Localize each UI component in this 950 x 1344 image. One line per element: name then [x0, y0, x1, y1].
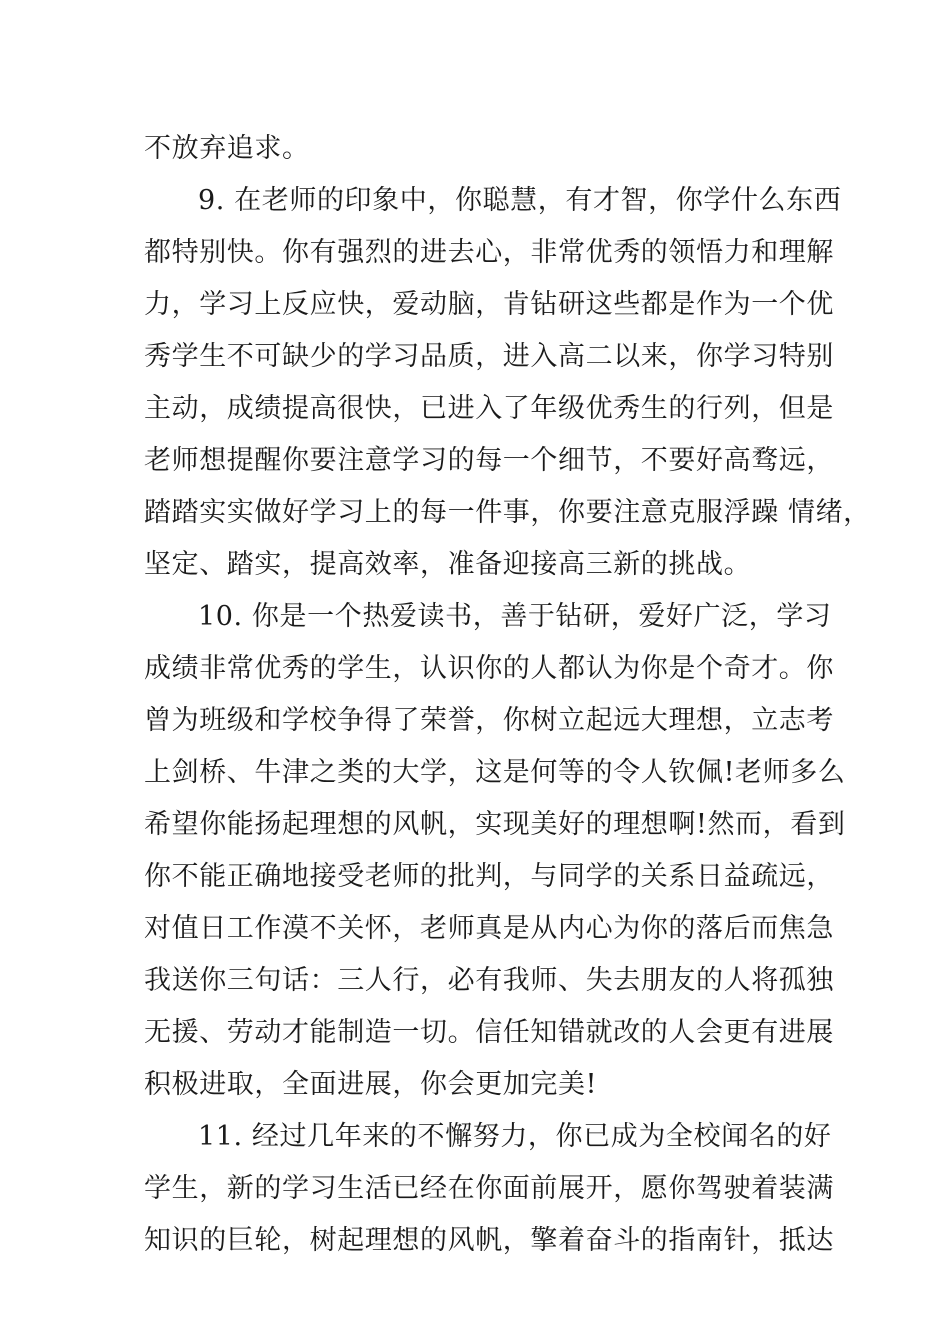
text-line: 成绩非常优秀的学生，认识你的人都认为你是个奇才。你 [144, 653, 834, 684]
text-line: 都特别快。你有强烈的进去心，非常优秀的领悟力和理解 [144, 237, 834, 268]
text-line: 老师想提醒你要注意学习的每一个细节，不要好高骛远， [144, 445, 834, 476]
text-line: 积极进取，全面进展，你会更加完美! [144, 1069, 598, 1100]
text-line: 希望你能扬起理想的风帆，实现美好的理想啊!然而，看到 [144, 809, 846, 840]
text-line: 不放弃追求。 [144, 133, 310, 164]
paragraph-11-start: 11. 经过几年来的不懈努力，你已成为全校闻名的好 [198, 1121, 832, 1152]
text-line: 踏踏实实做好学习上的每一件事，你要注意克服浮躁 情绪， [144, 497, 871, 528]
text-line: 学生，新的学习生活已经在你面前展开，愿你驾驶着装满 [144, 1173, 834, 1204]
text-line: 秀学生不可缺少的学习品质，进入高二以来，你学习特别 [144, 341, 834, 372]
text-line: 曾为班级和学校争得了荣誉，你树立起远大理想，立志考 [144, 705, 834, 736]
paragraph-9-start: 9. 在老师的印象中，你聪慧，有才智，你学什么东西 [198, 185, 842, 216]
text-line: 坚定、踏实，提高效率，准备迎接高三新的挑战。 [144, 549, 752, 580]
paragraph-10-start: 10. 你是一个热爱读书，善于钻研，爱好广泛，学习 [198, 601, 832, 632]
text-line: 上剑桥、牛津之类的大学，这是何等的令人钦佩!老师多么 [144, 757, 846, 788]
text-line: 力，学习上反应快，爱动脑，肯钻研这些都是作为一个优 [144, 289, 834, 320]
text-line: 主动，成绩提高很快，已进入了年级优秀生的行列，但是 [144, 393, 834, 424]
text-line: 无援、劳动才能制造一切。信任知错就改的人会更有进展 [144, 1017, 834, 1048]
text-line: 知识的巨轮，树起理想的风帆，擎着奋斗的指南针，抵达 [144, 1225, 834, 1256]
text-line: 我送你三句话：三人行，必有我师、失去朋友的人将孤独 [144, 965, 834, 996]
text-line: 对值日工作漠不关怀，老师真是从内心为你的落后而焦急 [144, 913, 834, 944]
text-line: 你不能正确地接受老师的批判，与同学的关系日益疏远， [144, 861, 834, 892]
